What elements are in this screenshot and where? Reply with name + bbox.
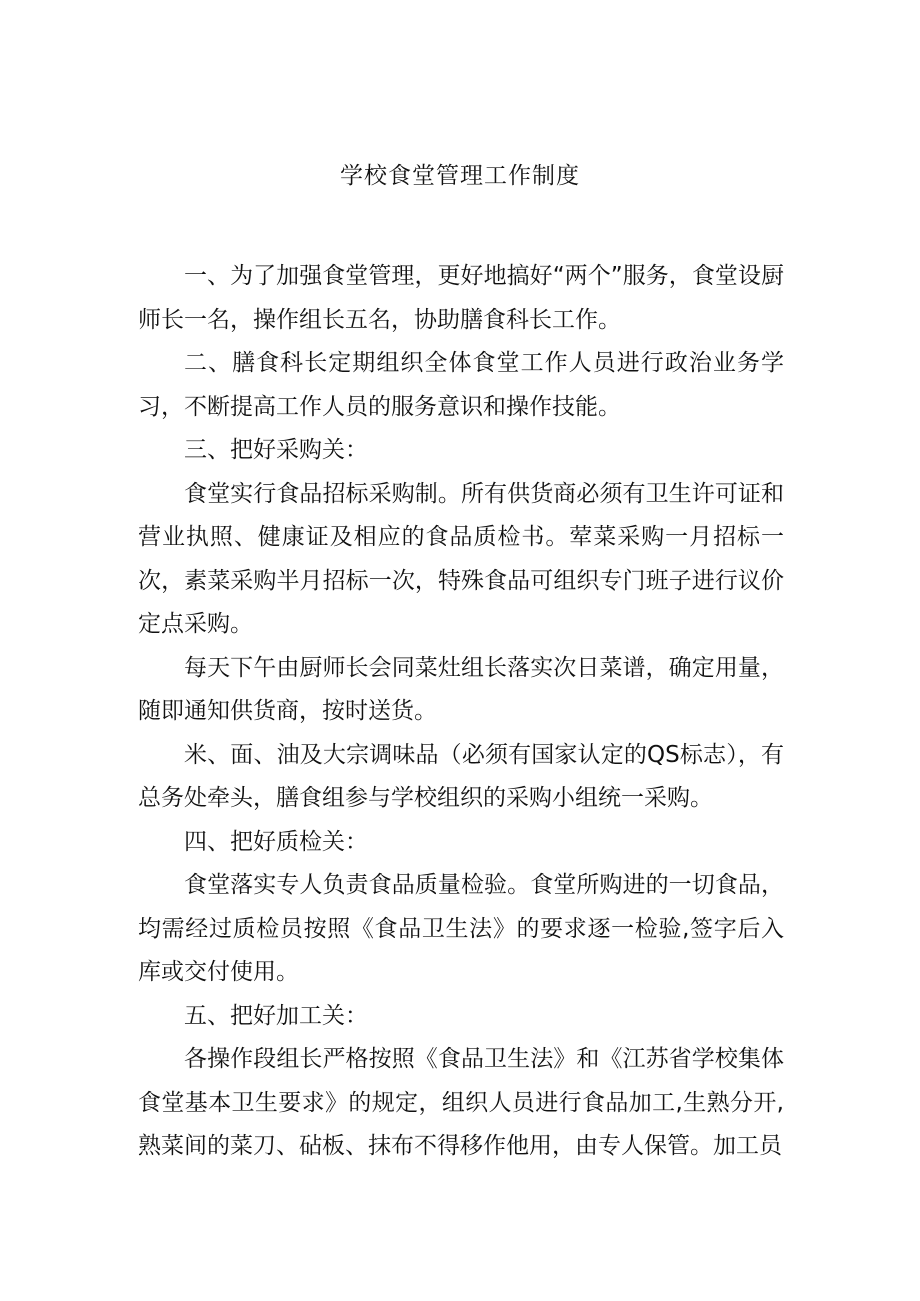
heading-section-3: 三、把好采购关： (184, 437, 368, 463)
document-title: 学校食堂管理工作制度 (340, 163, 580, 189)
paragraph-daily-menu: 每天下午由厨师长会同菜灶组长落实次日菜谱，确定用量，随即通知供货商，按时送货。 (138, 654, 784, 724)
heading-section-4: 四、把好质检关： (184, 828, 368, 855)
paragraph-procurement-policy: 食堂实行食品招标采购制。所有供货商必须有卫生许可证和营业执照、健康证及相应的食品质检书。荤菜采购一月招标一次，素菜采购半月招标一次，特殊食品可组织专门班子进行议价定点采购。 (138, 480, 784, 637)
paragraph-section-1: 一、为了加强食堂管理，更好地搞好“两个”服务，食堂设厨师长一名，操作组长五名，协助膳食科长工作。 (138, 263, 784, 333)
paragraph-quality-inspection: 食堂落实专人负责食品质量检验。食堂所购进的一切食品，均需经过质检员按照《食品卫生法》的要求逐一检验,签字后入库或交付使用。 (138, 872, 784, 985)
paragraph-bulk-purchase: 米、面、油及大宗调味品（必须有国家认定的QS标志），有总务处牵头，膳食组参与学校组织的采购小组统一采购。 (138, 741, 784, 811)
paragraph-processing: 各操作段组长严格按照《食品卫生法》和《江苏省学校集体食堂基本卫生要求》的规定，组织人员进行食品加工,生熟分开,熟菜间的菜刀、砧板、抹布不得移作他用，由专人保管。加工员 (138, 1046, 784, 1159)
document-body (138, 255, 784, 1169)
heading-section-5: 五、把好加工关： (184, 1002, 368, 1029)
paragraph-section-2: 二、膳食科长定期组织全体食堂工作人员进行政治业务学习，不断提高工作人员的服务意识和操作技能。 (138, 350, 784, 420)
